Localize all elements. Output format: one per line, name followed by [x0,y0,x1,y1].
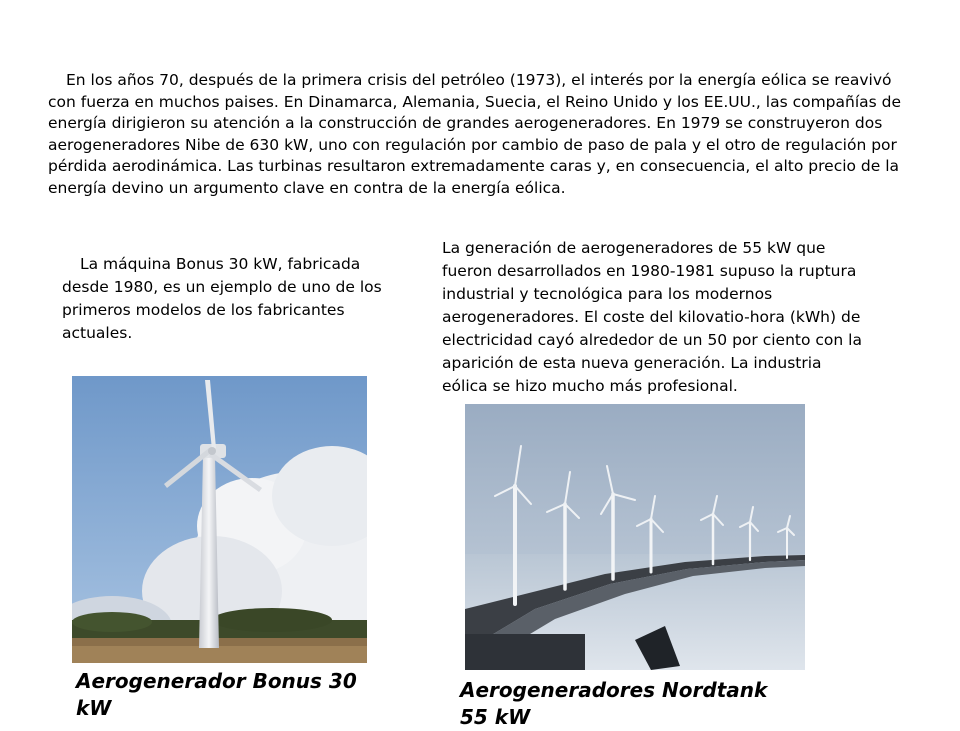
nordtank-description: La generación de aerogeneradores de 55 kW que fueron desarrollados en 1980-1981 supuso la ruptura industrial y tecnológica para los modernos aerogeneradores. El coste del kilovatio-hora (kWh) de electricidad cayó alrededor de un 50 por ciento con la aparición de esta nueva generación. La industria eólica se hizo mucho más profesional. [442,239,862,395]
nordtank-caption: Aerogeneradores Nordtank 55 kW [460,678,768,729]
bonus-caption: Aerogenerador Bonus 30 kW [76,669,357,720]
bonus-turbine-photo [72,376,367,663]
nordtank-turbines-photo [465,404,805,670]
intro-paragraph: En los años 70, después de la primera crisis del petróleo (1973), el interés por la energía eólica se reavivó con fuerza en muchos paises. En Dinamarca, Alemania, Suecia, el Reino Unido y los EE.UU., las compañías de energía dirigieron su atención a la construcción de grandes aerogeneradores. En 1979 se construyeron dos aerogeneradores Nibe de 630 kW, uno con regulación por cambio de paso de pala y el otro de regulación por pérdida aerodinámica. Las turbinas resultaron extremadamente caras y, en consecuencia, el alto precio de la energía devino un argumento clave en contra de la energía eólica. [48,71,902,197]
bonus-description: La máquina Bonus 30 kW, fabricada desde 1980, es un ejemplo de uno de los primeros modelos de los fabricantes actuales. [62,255,382,342]
